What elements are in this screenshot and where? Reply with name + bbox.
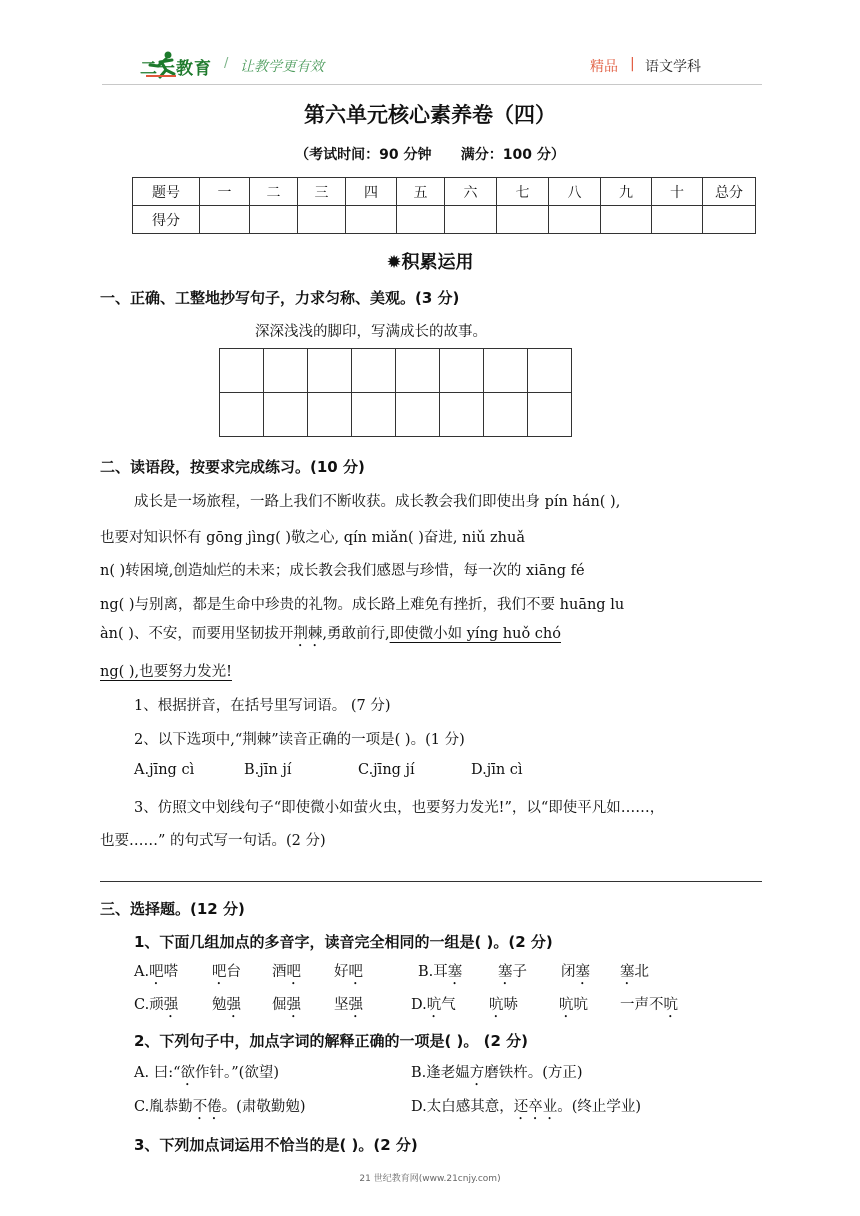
passage-text: ,勇敢前行, [322, 626, 390, 642]
grid-cell[interactable] [440, 349, 484, 393]
grid-cell[interactable] [352, 349, 396, 393]
dotted-char: 强 [348, 997, 363, 1013]
word-rest: 勉 [212, 997, 227, 1013]
dotted-char: 吧 [286, 964, 301, 980]
dotted-char: 吧 [212, 964, 227, 980]
word-rest: 好 [334, 964, 349, 980]
option-b[interactable]: B.jīn jí [244, 762, 292, 778]
question-3-heading: 三、选择题。(12 分) [100, 900, 245, 918]
option-text: D.太白感其意， [411, 1099, 514, 1115]
score-header-cell: 四 [346, 178, 397, 206]
q3-sub2-option-d[interactable] [411, 1095, 641, 1123]
writing-grid-row [220, 349, 572, 393]
underlined-sentence: 即使微小如 yíng huǒ chó [389, 626, 561, 642]
option-text: C.胤恭勤 [134, 1099, 193, 1115]
dotted-char: 方 [469, 1065, 485, 1081]
score-input-cell[interactable] [298, 206, 346, 234]
option-label: C. [134, 997, 150, 1013]
q3-option-a[interactable] [134, 960, 178, 988]
word [620, 960, 649, 988]
grid-cell[interactable] [396, 349, 440, 393]
score-input-cell[interactable] [652, 206, 703, 234]
option-c[interactable]: C.jīng jí [358, 762, 415, 778]
word [620, 993, 678, 1021]
score-input-cell[interactable] [250, 206, 298, 234]
option-d[interactable]: D.jīn cì [471, 762, 523, 778]
word [498, 960, 527, 988]
dotted-char: 吧 [149, 964, 164, 980]
word-rest: 气 [441, 997, 456, 1013]
score-header-cell: 二 [250, 178, 298, 206]
copy-sentence: 深深浅浅的脚印，写满成长的故事。 [255, 324, 487, 340]
dotted-char: 欲 [180, 1065, 195, 1081]
brand-logo-text: 二一教育 [140, 59, 212, 79]
score-input-cell[interactable] [703, 206, 756, 234]
score-header-cell: 十 [652, 178, 703, 206]
brand-slogan: 让教学更有效 [240, 59, 324, 75]
q3-option-d[interactable] [411, 993, 456, 1021]
score-table-score-row [133, 206, 756, 234]
q3-sub2-option-b[interactable] [411, 1061, 583, 1089]
header-tag-subject: 语文学科 [645, 59, 701, 75]
writing-grid-row [220, 393, 572, 437]
question-1-heading: 一、正确、工整地抄写句子，力求匀称、美观。(3 分) [100, 289, 460, 307]
score-row-label: 得分 [133, 206, 200, 234]
score-header-cell: 三 [298, 178, 346, 206]
grid-cell[interactable] [440, 393, 484, 437]
word-rest: 子 [512, 964, 527, 980]
word-rest: 一声不 [620, 997, 664, 1013]
score-input-cell[interactable] [346, 206, 397, 234]
passage-line [100, 660, 232, 681]
word [334, 960, 363, 988]
dotted-char: 塞 [447, 964, 463, 980]
dotted-char: 吭 [426, 997, 442, 1013]
score-header-cell: 七 [497, 178, 549, 206]
grid-cell[interactable] [308, 393, 352, 437]
score-input-cell[interactable] [549, 206, 601, 234]
page-title: 第六单元核心素养卷（四） [304, 103, 556, 127]
option-label: A. [134, 964, 150, 980]
subquestion-2: 2、以下选项中,“荆棘”读音正确的一项是( )。(1 分) [134, 732, 465, 748]
dotted-char: 强 [286, 997, 301, 1013]
subquestion-3: 3、仿照文中划线句子“即使微小如萤火虫，也要努力发光!”，以“即使平凡如……， [134, 800, 665, 816]
dotted-char: 不倦 [192, 1099, 222, 1115]
passage-text: àn( )、不安，而要用坚韧拔开 [100, 626, 294, 642]
word-rest: 哧 [503, 997, 518, 1013]
passage-line: n( )转困境,创造灿烂的未来；成长教会我们感恩与珍惜，每一次的 xiāng fé [100, 563, 585, 579]
option-label: D. [411, 997, 427, 1013]
score-header-cell: 八 [549, 178, 601, 206]
grid-cell[interactable] [484, 393, 528, 437]
grid-cell[interactable] [264, 349, 308, 393]
word [212, 960, 241, 988]
word-rest: 耳 [433, 964, 448, 980]
score-header-cell: 总分 [703, 178, 756, 206]
passage-line [100, 622, 561, 650]
grid-cell[interactable] [396, 393, 440, 437]
word-rest: 台 [226, 964, 241, 980]
word [272, 960, 301, 988]
option-text: 作针。”(欲望) [195, 1065, 279, 1081]
option-text: 磨铁杵。(方正) [484, 1065, 583, 1081]
q3-sub2-heading: 2、下列句子中，加点字词的解释正确的一项是( )。 (2 分) [134, 1032, 528, 1050]
grid-cell[interactable] [528, 393, 572, 437]
word-rest: 闭 [561, 964, 576, 980]
passage-line: 成长是一场旅程，一路上我们不断收获。成长教会我们即使出身 pín hán( ), [134, 494, 621, 510]
answer-line [100, 881, 762, 882]
dotted-char: 强 [226, 997, 241, 1013]
writing-grid[interactable] [219, 348, 572, 437]
score-input-cell[interactable] [601, 206, 652, 234]
grid-cell[interactable] [484, 349, 528, 393]
grid-cell[interactable] [264, 393, 308, 437]
underlined-sentence: ng( ),也要努力发光! [100, 664, 232, 680]
q3-sub1-heading: 1、下面几组加点的多音字，读音完全相同的一组是( )。(2 分) [134, 933, 553, 951]
dotted-char: 塞 [620, 964, 635, 980]
score-table [132, 177, 756, 234]
word [334, 993, 363, 1021]
page-footer: 21 世纪教育网(www.21cnjy.com) [359, 1174, 501, 1184]
grid-cell[interactable] [528, 349, 572, 393]
slogan-separator: / [224, 56, 229, 71]
word [489, 993, 518, 1021]
score-input-cell[interactable] [397, 206, 445, 234]
subquestion-1: 1、根据拼音，在括号里写词语。 (7 分) [134, 698, 391, 714]
word [559, 993, 588, 1021]
q3-sub3-heading: 3、下列加点词运用不恰当的是( )。(2 分) [134, 1136, 418, 1154]
dotted-word: 荆棘 [293, 626, 323, 642]
dotted-char: 塞 [575, 964, 590, 980]
word [561, 960, 590, 988]
exam-info: （考试时间：90 分钟 满分：100 分） [295, 147, 565, 163]
dotted-char: 吭 [489, 997, 504, 1013]
word-rest: 酒 [272, 964, 287, 980]
score-table-header-row [133, 178, 756, 206]
word-rest: 吭 [573, 997, 588, 1013]
section-title: ✹积累运用 [386, 252, 474, 273]
dotted-char: 强 [163, 997, 179, 1013]
question-2-heading: 二、读语段，按要求完成练习。(10 分) [100, 458, 365, 476]
option-a[interactable]: A.jīng cì [134, 762, 195, 778]
word-rest: 倔 [272, 997, 287, 1013]
score-header-cell: 九 [601, 178, 652, 206]
q3-sub2-option-a[interactable] [134, 1061, 279, 1089]
header-divider [102, 84, 762, 85]
option-label: B. [418, 964, 434, 980]
word [272, 993, 301, 1021]
q3-sub2-option-c[interactable] [134, 1095, 306, 1123]
grid-cell[interactable] [352, 393, 396, 437]
dotted-char: 吭 [559, 997, 574, 1013]
word-rest: 北 [634, 964, 649, 980]
passage-line: ng( )与别离，都是生命中珍贵的礼物。成长路上难免有挫折，我们不要 huāng lu [100, 597, 625, 613]
option-text: A. 曰:“ [134, 1065, 181, 1081]
subquestion-3-cont: 也要……” 的句式写一句话。(2 分) [100, 833, 326, 849]
option-text: B.逢老媪 [411, 1065, 470, 1081]
grid-cell[interactable] [220, 349, 264, 393]
grid-cell[interactable] [220, 393, 264, 437]
score-header-cell: 一 [200, 178, 250, 206]
word-rest: 嗒 [163, 964, 179, 980]
score-input-cell[interactable] [445, 206, 497, 234]
score-input-cell[interactable] [497, 206, 549, 234]
word-rest: 坚 [334, 997, 349, 1013]
header-tag-premium: 精品 [590, 59, 618, 75]
grid-cell[interactable] [308, 349, 352, 393]
word-rest: 顽 [149, 997, 164, 1013]
dotted-char: 塞 [498, 964, 513, 980]
header-tag-separator: | [630, 56, 635, 72]
dotted-char: 吭 [663, 997, 678, 1013]
option-text: 。(终止学业) [557, 1099, 642, 1115]
score-header-cell: 五 [397, 178, 445, 206]
score-header-cell: 六 [445, 178, 497, 206]
q3-option-c[interactable] [134, 993, 178, 1021]
option-text: 。(肃敬勤勉) [221, 1099, 306, 1115]
q3-option-b[interactable] [418, 960, 462, 988]
dotted-char: 吧 [348, 964, 363, 980]
score-input-cell[interactable] [200, 206, 250, 234]
word [212, 993, 241, 1021]
passage-line: 也要对知识怀有 gōng jìng( )敬之心, qín miǎn( )奋进, niǔ zhuǎ [100, 530, 526, 546]
score-header-cell: 题号 [133, 178, 200, 206]
dotted-char: 还卒业 [513, 1099, 558, 1115]
